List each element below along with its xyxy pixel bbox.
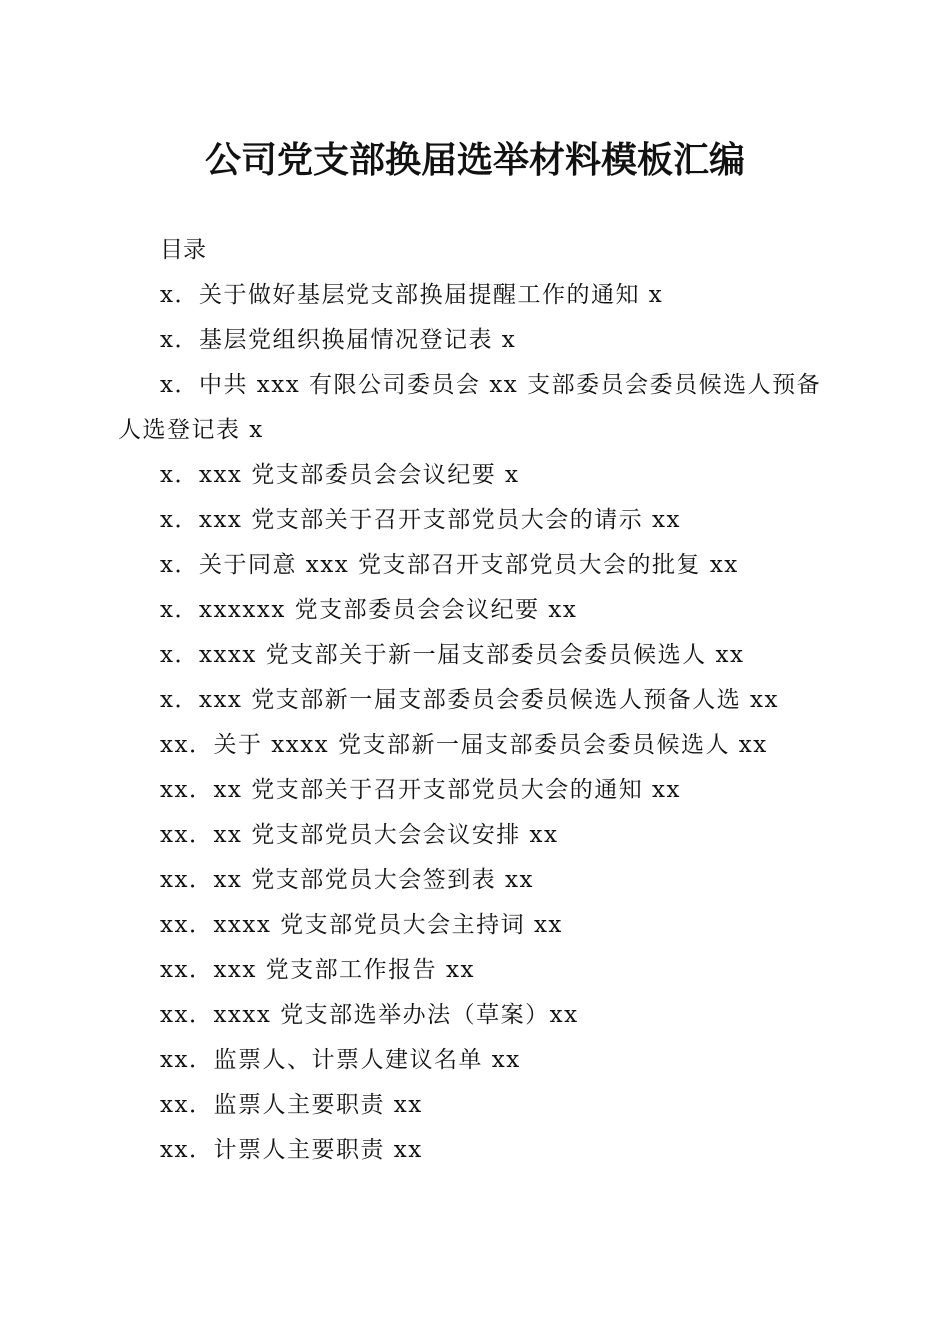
table-of-contents xyxy=(118,228,830,1173)
toc-item: xx．xxx 党支部工作报告 xx xyxy=(160,957,475,983)
toc-item: xx．监票人主要职责 xx xyxy=(160,1092,423,1118)
toc-item: x．关于同意 xxx 党支部召开支部党员大会的批复 xx xyxy=(160,552,739,578)
document-title: 公司党支部换届选举材料模板汇编 xyxy=(204,139,745,181)
toc-item: x．xxxxxx 党支部委员会会议纪要 xx xyxy=(160,597,578,623)
toc-item: x．xxx 党支部新一届支部委员会委员候选人预备人选 xx xyxy=(160,687,779,713)
toc-item: xx．xxxx 党支部党员大会主持词 xx xyxy=(160,912,563,938)
toc-item: xx．xx 党支部党员大会会议安排 xx xyxy=(160,822,559,848)
toc-item: xx．xxxx 党支部选举办法（草案）xx xyxy=(160,1002,579,1028)
toc-item: xx．xx 党支部党员大会签到表 xx xyxy=(160,867,534,893)
toc-item: x．xxx 党支部关于召开支部党员大会的请示 xx xyxy=(160,507,681,533)
toc-item: x．xxx 党支部委员会会议纪要 x xyxy=(160,462,520,488)
toc-list xyxy=(118,273,830,1173)
toc-item: xx．关于 xxxx 党支部新一届支部委员会委员候选人 xx xyxy=(160,732,768,758)
toc-item: xx．监票人、计票人建议名单 xx xyxy=(160,1047,521,1073)
toc-item: x．关于做好基层党支部换届提醒工作的通知 x xyxy=(160,282,664,308)
toc-item: x．基层党组织换届情况登记表 x xyxy=(160,327,517,353)
toc-heading: 目录 xyxy=(160,237,206,263)
toc-item: xx．xx 党支部关于召开支部党员大会的通知 xx xyxy=(160,777,681,803)
toc-item: x．中共 xxx 有限公司委员会 xx 支部委员会委员候选人预备人选登记表 x xyxy=(118,372,822,443)
toc-item: xx．计票人主要职责 xx xyxy=(160,1137,423,1163)
toc-item: x．xxxx 党支部关于新一届支部委员会委员候选人 xx xyxy=(160,642,745,668)
